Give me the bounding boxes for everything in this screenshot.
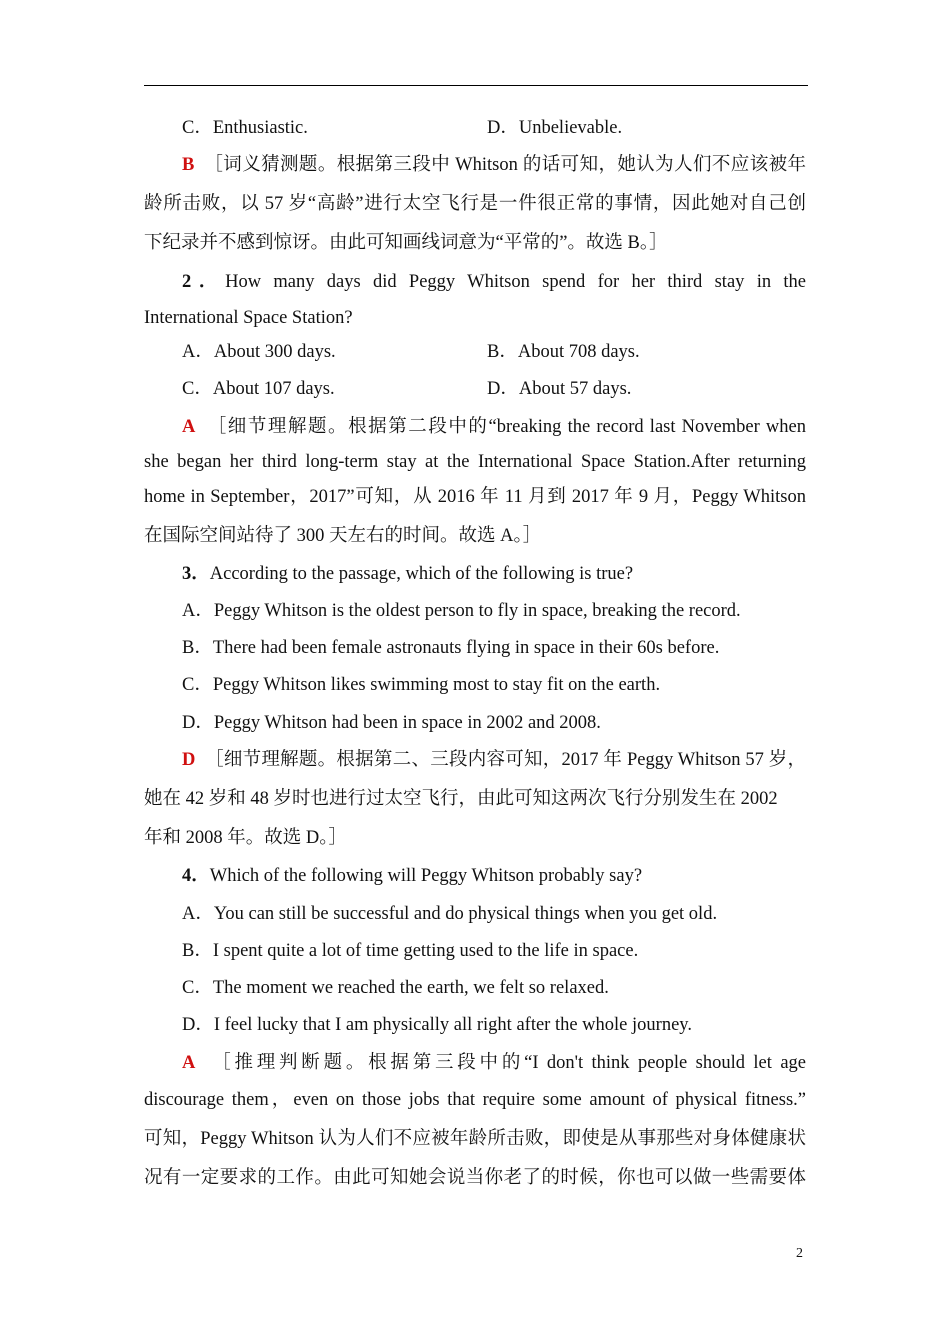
q2-number: 2． bbox=[182, 272, 226, 292]
q1-option-c: C．Enthusiastic. bbox=[182, 118, 308, 138]
q2-answer: A bbox=[182, 417, 196, 437]
q4-option-c: C．The moment we reached the earth, we felt so relaxed. bbox=[182, 978, 609, 998]
q3-option-a: A．Peggy Whitson is the oldest person to fly in space, breaking the record. bbox=[182, 601, 741, 621]
q1-option-d: D．Unbelievable. bbox=[487, 118, 623, 138]
q4-explanation-line-2: discourage them，even on those jobs that require some amount of physical fitness.” bbox=[144, 1090, 806, 1110]
q4-answer: A bbox=[182, 1053, 196, 1073]
q3-explanation-line-1: D ［细节理解题。根据第二、三段内容可知，2017 年 Peggy Whitson 57 岁， bbox=[182, 750, 807, 770]
q2-explanation-line-1: A ［细节理解题。根据第二段中的“breaking the record last November when bbox=[182, 417, 807, 437]
q2-explanation-line-4: 在国际空间站待了 300 天左右的时间。故选 A。］ bbox=[144, 526, 542, 546]
q4-explanation-line-1: A ［推理判断题。根据第三段中的“I don't think people should let age bbox=[182, 1053, 806, 1073]
header-rule bbox=[144, 85, 808, 86]
q3-explanation-line-2: 她在 42 岁和 48 岁时也进行过太空飞行，由此可知这两次飞行分别发生在 2002 bbox=[144, 789, 778, 809]
q4-number: 4． bbox=[182, 866, 210, 886]
q1-explanation-line-1: B ［词义猜测题。根据第三段中 Whitson 的话可知，她认为人们不应该被年 bbox=[182, 155, 806, 175]
q4-explanation-line-4: 况有一定要求的工作。由此可知她会说当你老了的时候，你也可以做一些需要体 bbox=[144, 1168, 806, 1188]
q3-option-c: C．Peggy Whitson likes swimming most to stay fit on the earth. bbox=[182, 675, 661, 695]
q4-question: 4．Which of the following will Peggy Whitson probably say? bbox=[182, 866, 643, 886]
q2-option-b: B．About 708 days. bbox=[487, 342, 640, 362]
q2-option-c: C．About 107 days. bbox=[182, 379, 335, 399]
q1-answer: B bbox=[182, 155, 195, 175]
q4-explanation-line-3: 可知，Peggy Whitson 认为人们不应被年龄所击败，即使是从事那些对身体健康状 bbox=[144, 1129, 806, 1149]
q4-option-a: A．You can still be successful and do physical things when you get old. bbox=[182, 904, 718, 924]
q3-question: 3．According to the passage, which of the following is true? bbox=[182, 564, 634, 584]
q3-answer: D bbox=[182, 750, 196, 770]
q1-explanation-line-3: 下纪录并不感到惊讶。由此可知画线词意为“平常的”。故选 B。］ bbox=[144, 233, 668, 253]
q3-option-d: D．Peggy Whitson had been in space in 2002 and 2008. bbox=[182, 713, 601, 733]
q2-explanation-line-2: she began her third long-term stay at the International Space Station.After returning bbox=[144, 452, 806, 472]
q3-option-b: B．There had been female astronauts flying in space in their 60s before. bbox=[182, 638, 720, 658]
q3-explanation-line-3: 年和 2008 年。故选 D。］ bbox=[144, 828, 347, 848]
q2-explanation-line-3: home in September，2017”可知，从 2016 年 11 月到 2017 年 9 月，Peggy Whitson bbox=[144, 487, 806, 507]
q4-option-d: D．I feel lucky that I am physically all right after the whole journey. bbox=[182, 1015, 692, 1035]
page-number: 2 bbox=[796, 1246, 803, 1261]
q2-option-d: D．About 57 days. bbox=[487, 379, 632, 399]
q2-question-line-2: International Space Station? bbox=[144, 308, 353, 328]
q3-number: 3． bbox=[182, 564, 210, 584]
q4-option-b: B．I spent quite a lot of time getting used to the life in space. bbox=[182, 941, 639, 961]
q2-question-line-1: 2．How many days did Peggy Whitson spend for her third stay in the bbox=[182, 272, 806, 292]
q2-option-a: A．About 300 days. bbox=[182, 342, 336, 362]
q1-explanation-line-2: 龄所击败，以 57 岁“高龄”进行太空飞行是一件很正常的事情，因此她对自己创 bbox=[144, 194, 806, 214]
